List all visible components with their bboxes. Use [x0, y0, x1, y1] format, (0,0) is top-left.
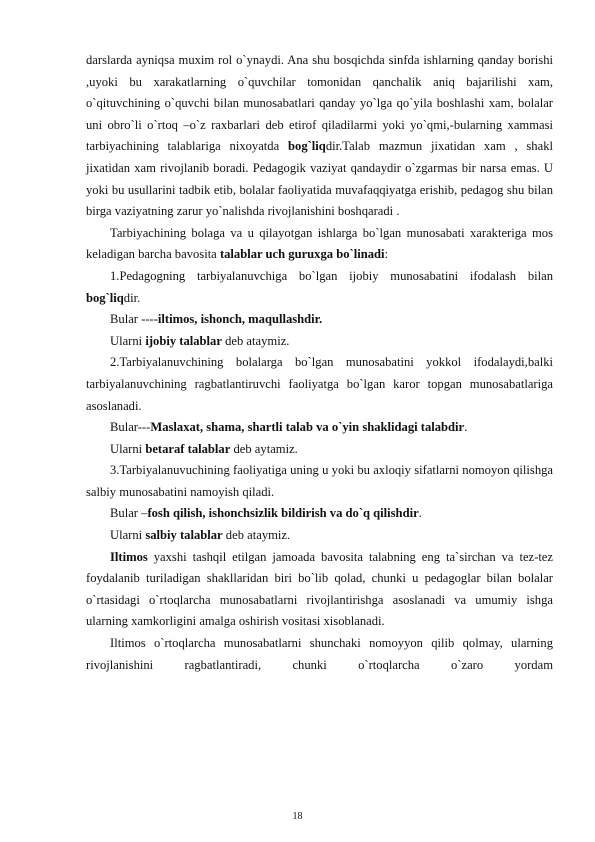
- paragraph-6: 2.Tarbiyalanuvchining bolalarga bo`lgan munosabatini yokkol ifodalaydi,balki tarbiyalanuvchining ragbatlantiruvchi faoliyatga bo`lgan karor topgan munosabatlariga asoslanadi.: [86, 355, 553, 413]
- paragraph-10: Bular –fosh qilish, ishonchsizlik bildirish va do`q qilishdir.: [110, 506, 422, 521]
- paragraph-8: Ularni betaraf talablar deb aytamiz.: [110, 441, 298, 456]
- bold-term: bog`liq: [288, 139, 326, 154]
- paragraph-2: Tarbiyachining bolaga va u qilayotgan ishlarga bo`lgan munosabati xarakteriga mos keladigan barcha bavosita talablar uch guruxga bo`linadi:: [86, 225, 553, 262]
- bold-term: iltimos, ishonch, maqullashdir.: [157, 312, 323, 327]
- paragraph-12: Iltimos yaxshi tashqil etilgan jamoada bavosita talabning eng ta`sirchan va tez-tez foydalanib turiladigan shakllaridan biri bo`lib qolad, chunki u pedagoglar bilan bolalar o`rtasidagi o`rtoqlarcha munosabatlarni rivojlantirishga asoslanadi va umumiy ishga ularning xamkorligini amalga oshirish vositasi xisoblanadi.: [86, 549, 553, 629]
- paragraph-3: 1.Pedagogning tarbiyalanuvchiga bo`lgan ijobiy munosabatini ifodalash bilan bog`liqdir.: [86, 268, 553, 305]
- bold-term: betaraf talablar: [145, 441, 231, 456]
- paragraph-13: Iltimos o`rtoqlarcha munosabatlarni shunchaki nomoyyon qilib qolmay, ularning rivojlanishini ragbatlantiradi, chunki o`rtoqlarcha o`zaro yordam: [86, 636, 553, 672]
- paragraph-11: Ularni salbiy talablar deb ataymiz.: [110, 528, 291, 543]
- paragraph-9: 3.Tarbiyalanuvuchining faoliyatiga uning u yoki bu axloqiy sifatlarni nomoyon qilishga salbiy munosabatini namoyish qiladi.: [86, 463, 553, 499]
- bold-term: Maslaxat, shama, shartli talab va o`yin shaklidagi talabdir: [150, 420, 465, 435]
- bold-term: ijobiy talablar: [145, 333, 222, 348]
- document-page: [86, 50, 553, 676]
- paragraph-5: Ularni ijobiy talablar deb ataymiz.: [110, 333, 290, 348]
- paragraph-7: Bular---Maslaxat, shama, shartli talab va o`yin shaklidagi talabdir.: [110, 420, 468, 435]
- bold-term: salbiy talablar: [145, 528, 223, 543]
- paragraph-4: Bular ----iltimos, ishonch, maqullashdir.: [110, 312, 323, 327]
- bold-term: talablar uch guruxga bo`linadi: [219, 247, 385, 262]
- bold-term: bog`liq: [86, 290, 124, 305]
- paragraph-1: darslarda ayniqsa muxim rol o`ynaydi. Ana shu bosqichda sinfda ishlarning qanday borishi ,uyoki bu xarakatlarning o`quvchilar tomonidan qanchalik aniq bajarilishi xam, o`qituvchining o`quvchi bilan munosabatlari qanday yo`lga qo`yila boshlashi xam, bolalar uni obro`li o`rtoq –o`z raxbarlari deb etirof qiladilarmi yoki yo`qmi,-bularning xammasi tarbiyachining talablariga nixoyatda bog`liqdir.Talab mazmun jixatidan xam , shakl jixatidan xam rivojlanib boradi. Pedagogik vaziyat qandaydir o`zgarmas bir narsa emas. U yoki bu usullarini tadbik etib, bolalar faoliyatida muvafaqqiyatga erishib, pedagog shu bilan birga vaziyatning zarur yo`nalishda rivojlanishini boshqaradi .: [86, 53, 553, 219]
- page-number: 18: [292, 811, 303, 822]
- bold-term: Iltimos: [110, 549, 148, 564]
- bold-term: fosh qilish, ishonchsizlik bildirish va do`q qilishdir: [147, 506, 419, 521]
